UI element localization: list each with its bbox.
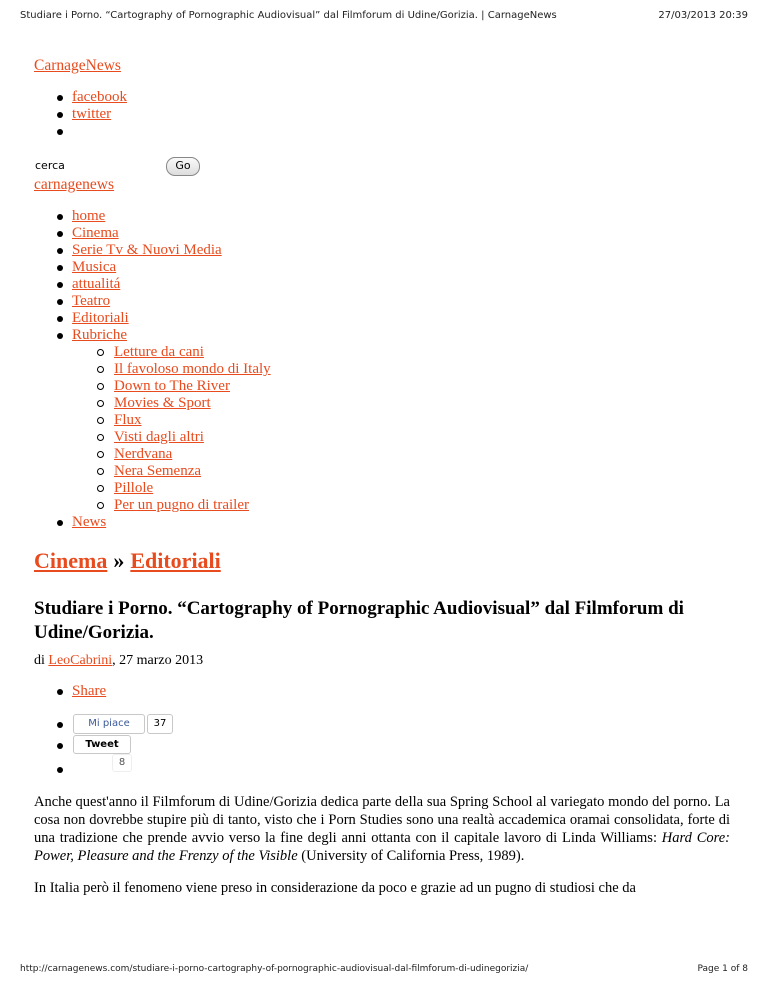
nav-link-serie-tv[interactable]: Serie Tv & Nuovi Media — [72, 242, 222, 258]
main-nav — [34, 208, 271, 531]
subnav-link-trailer[interactable]: Per un pugno di trailer — [114, 497, 249, 513]
social-item-twitter — [34, 106, 127, 123]
social-item-empty — [34, 123, 127, 140]
social-item-facebook — [34, 89, 127, 106]
go-button[interactable]: Go — [166, 157, 200, 176]
nav-item-editoriali — [34, 310, 271, 327]
site-name-link[interactable]: CarnageNews — [34, 57, 121, 74]
nav-link-musica[interactable]: Musica — [72, 259, 117, 275]
brand-link[interactable]: carnagenews — [34, 176, 115, 193]
author-link[interactable]: LeoCabrini — [48, 653, 113, 668]
subnav-link-movies-sport[interactable]: Movies & Sport — [114, 395, 211, 411]
subnav-link-nerdvana[interactable]: Nerdvana — [114, 446, 173, 462]
nav-link-editoriali[interactable]: Editoriali — [72, 310, 129, 326]
tweet-button[interactable]: Tweet — [73, 735, 131, 754]
subnav-item — [34, 378, 271, 395]
subnav-item — [34, 412, 271, 429]
facebook-like-button[interactable]: Mi piace — [73, 714, 145, 734]
nav-link-teatro[interactable]: Teatro — [72, 293, 111, 309]
twitter-link[interactable]: twitter — [72, 106, 112, 122]
nav-link-rubriche[interactable]: Rubriche — [72, 327, 127, 343]
nav-item-cinema — [34, 225, 271, 242]
subnav-item — [34, 446, 271, 463]
widget-bullet — [57, 743, 63, 749]
book-title: Hard Core: Power, Pleasure and the Frenzy of the Visible — [34, 830, 730, 864]
widget-bullet — [57, 722, 63, 728]
nav-item-serie-tv — [34, 242, 271, 259]
print-header — [0, 0, 768, 34]
subnav-item — [34, 463, 271, 480]
subnav-link-letture[interactable]: Letture da cani — [114, 344, 204, 360]
subnav-item — [34, 344, 271, 361]
print-page-number: Page 1 of 8 — [697, 964, 748, 974]
subnav-link-visti[interactable]: Visti dagli altri — [114, 429, 204, 445]
search-form — [34, 157, 234, 177]
nav-link-cinema[interactable]: Cinema — [72, 225, 119, 241]
nav-link-news[interactable]: News — [72, 514, 107, 530]
subnav-link-favoloso[interactable]: Il favoloso mondo di Italy — [114, 361, 271, 377]
search-label[interactable]: cerca — [35, 159, 65, 172]
subnav-item — [34, 480, 271, 497]
nav-item-attualita — [34, 276, 271, 293]
byline-prefix: di — [34, 653, 45, 668]
category-link-editoriali[interactable]: Editoriali — [130, 548, 221, 573]
nav-item-home — [34, 208, 271, 225]
social-list — [34, 89, 127, 140]
subnav-link-nera-semenza[interactable]: Nera Semenza — [114, 463, 202, 479]
nav-item-news — [34, 514, 271, 531]
subnav-item — [34, 395, 271, 412]
subnav-item — [34, 497, 271, 514]
share-item — [34, 683, 106, 700]
nav-link-home[interactable]: home — [72, 208, 106, 224]
share-link[interactable]: Share — [72, 683, 107, 699]
article-title: Studiare i Porno. “Cartography of Pornographic Audiovisual” dal Filmforum di Udine/Gorizia. — [34, 598, 684, 643]
category-link-cinema[interactable]: Cinema — [34, 548, 108, 573]
subnav-item — [34, 361, 271, 378]
subnav-link-flux[interactable]: Flux — [114, 412, 142, 428]
subnav-link-pillole[interactable]: Pillole — [114, 480, 154, 496]
plusone-count: 8 — [112, 754, 132, 772]
subnav-item — [34, 429, 271, 446]
nav-link-attualita[interactable]: attualitá — [72, 276, 121, 292]
byline — [34, 652, 203, 669]
facebook-link[interactable]: facebook — [72, 89, 127, 105]
print-url: http://carnagenews.com/studiare-i-porno-cartography-of-pornographic-audiovisual-dal-filmforum-di-udinegorizia/ — [20, 964, 529, 974]
article-body — [34, 793, 730, 911]
paragraph-1: Anche quest'anno il Filmforum di Udine/Gorizia dedica parte della sua Spring School al variegato mondo del porno. La cosa non dovrebbe stupire più di tanto, visto che i Porn Studies sono una realtà accademica oramai consolidata, forte di una tradizione che prende avvio verso la fine degli anni ottanta con il capitale lavoro di Linda Williams: Hard Core: Power, Pleasure and the Frenzy of the Visible (University of California Press, 1989). — [34, 794, 730, 864]
print-page-title: Studiare i Porno. “Cartography of Pornographic Audiovisual” dal Filmforum di Udine/Gorizia. | CarnageNews — [20, 10, 557, 21]
widget-bullet — [57, 767, 63, 773]
nav-item-rubriche — [34, 327, 271, 344]
like-count: 37 — [147, 714, 173, 734]
article-date: , 27 marzo 2013 — [112, 653, 204, 668]
breadcrumb-separator: » — [113, 548, 125, 573]
paragraph-2: In Italia però il fenomeno viene preso in considerazione da poco e grazie ad un pugno di studiosi che da — [34, 880, 636, 896]
print-datetime: 27/03/2013 20:39 — [658, 10, 748, 21]
share-list — [34, 683, 106, 700]
nav-item-teatro — [34, 293, 271, 310]
nav-item-musica — [34, 259, 271, 276]
subnav-link-down-river[interactable]: Down to The River — [114, 378, 230, 394]
category-breadcrumb — [34, 548, 221, 573]
